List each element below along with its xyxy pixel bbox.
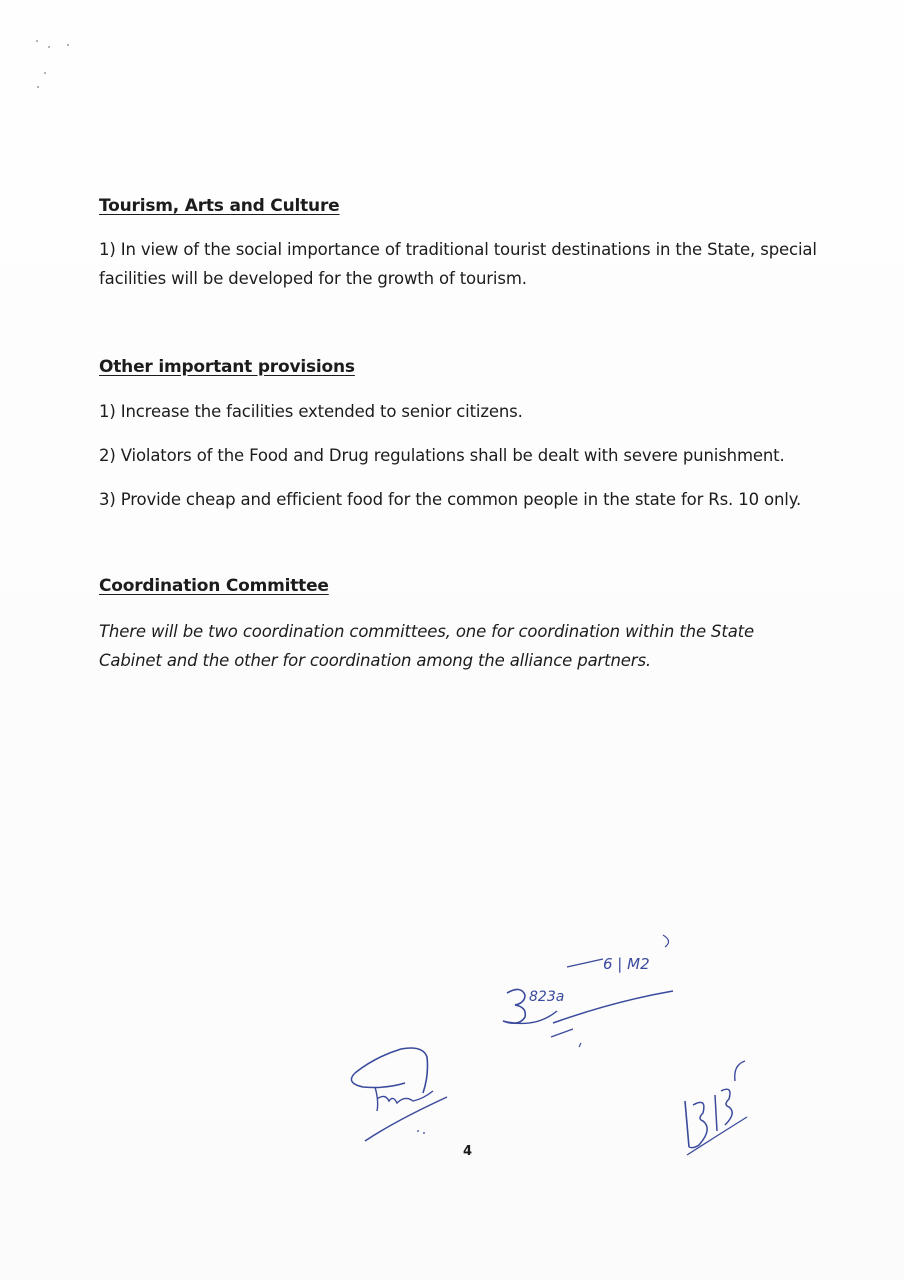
page-number: 4 (463, 1144, 473, 1159)
provision-item-2: 2) Violators of the Food and Drug regulations shall be dealt with severe punishment. (99, 446, 785, 465)
section-heading-other-provisions: Other important provisions (99, 357, 355, 377)
section-heading-tourism: Tourism, Arts and Culture (99, 196, 340, 216)
svg-text:823a: 823a (529, 989, 565, 1005)
scan-speck (44, 72, 46, 74)
scan-speck (36, 40, 38, 42)
tourism-paragraph-1: 1) In view of the social importance of traditional tourist destinations in the State, special facilities will be developed for the growth of tourism. (99, 240, 817, 288)
scan-speck (67, 44, 69, 46)
signature-center (495, 925, 695, 1055)
provision-item-1: 1) Increase the facilities extended to senior citizens. (99, 402, 523, 421)
provision-item-3: 3) Provide cheap and efficient food for the common people in the state for Rs. 10 only. (99, 490, 802, 509)
scan-speck (37, 86, 39, 88)
signature-right (675, 1055, 765, 1160)
coordination-paragraph: There will be two coordination committees, one for coordination within the State Cabinet and the other for coordination among the alliance partners. (99, 622, 754, 670)
scan-speck (48, 46, 50, 48)
signature-left (335, 1035, 455, 1150)
section-heading-coordination: Coordination Committee (99, 576, 329, 596)
svg-text:6 | M2: 6 | M2 (603, 955, 650, 973)
